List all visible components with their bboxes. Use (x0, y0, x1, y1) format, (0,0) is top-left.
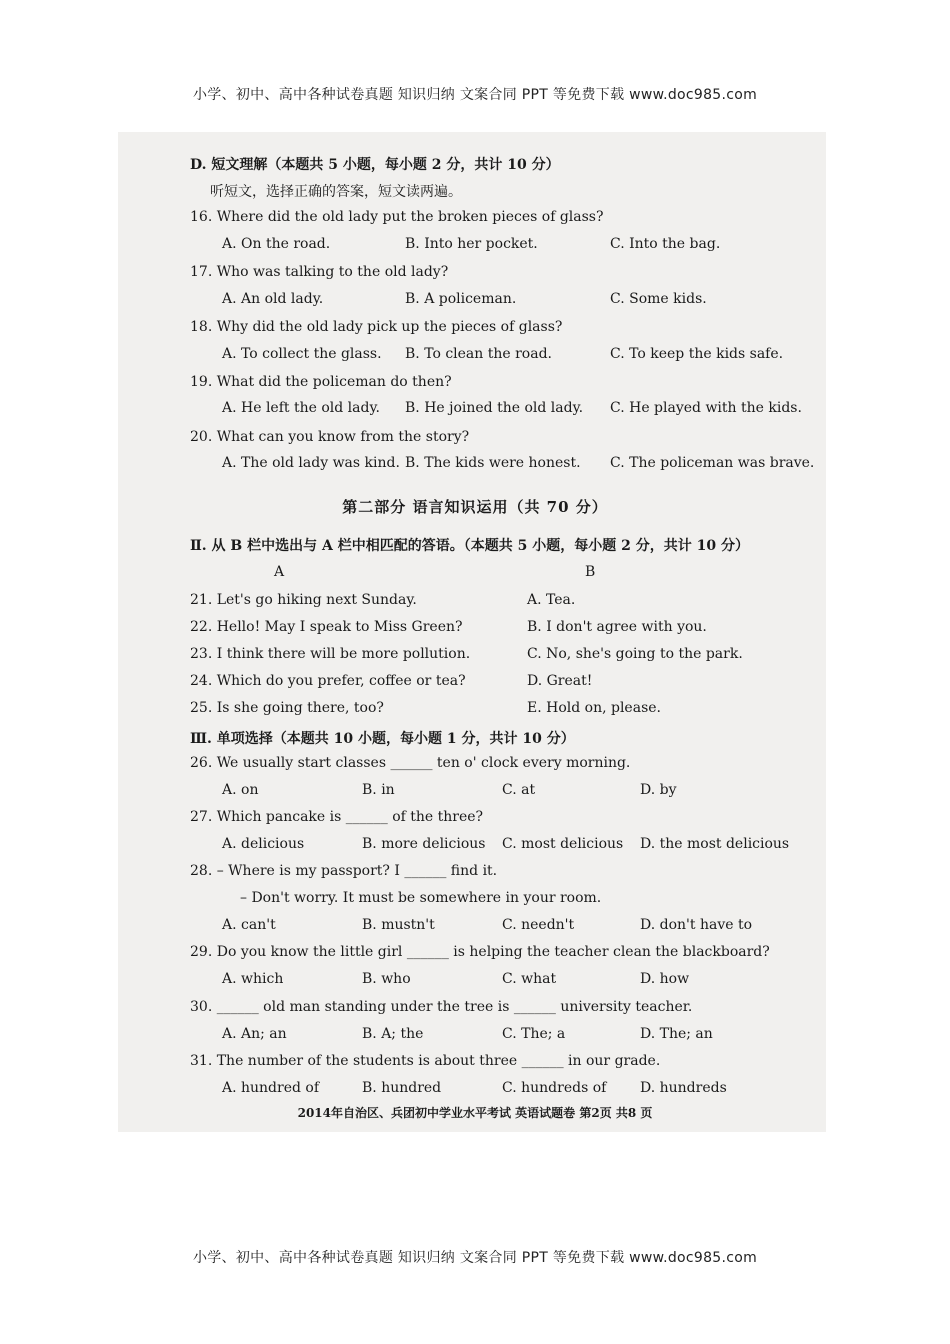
section-iii-heading: Ⅲ. 单项选择（本题共 10 小题，每小题 1 分，共计 10 分） (190, 731, 575, 747)
q18-option-c: C. To keep the kids safe. (610, 346, 784, 362)
part-two-title: 第二部分 语言知识运用（共 70 分） (342, 498, 608, 516)
q29-option-c: C. what (502, 971, 557, 987)
match-row-23-b: C. No, she's going to the park. (527, 646, 743, 662)
q20-option-b: B. The kids were honest. (405, 455, 581, 471)
question-17: 17. Who was talking to the old lady? (190, 264, 449, 280)
section-d-heading: D. 短文理解（本题共 5 小题，每小题 2 分，共计 10 分） (190, 157, 560, 173)
q27-option-a: A. delicious (222, 836, 305, 852)
column-b-header: B (585, 564, 596, 580)
match-row-25-b: E. Hold on, please. (527, 700, 661, 716)
q20-option-c: C. The policeman was brave. (610, 455, 815, 471)
q30-option-b: B. A; the (362, 1026, 424, 1042)
question-20: 20. What can you know from the story? (190, 429, 470, 445)
bottom-banner: 小学、初中、高中各种试卷真题 知识归纳 文案合同 PPT 等免费下载 www.doc985.com (192, 1250, 758, 1266)
q28-option-b: B. mustn't (362, 917, 435, 933)
q29-option-a: A. which (222, 971, 284, 987)
q28-option-c: C. needn't (502, 917, 575, 933)
match-row-21-a: 21. Let's go hiking next Sunday. (190, 592, 417, 608)
q30-option-a: A. An; an (222, 1026, 287, 1042)
q27-option-c: C. most delicious (502, 836, 624, 852)
q18-option-a: A. To collect the glass. (222, 346, 382, 362)
question-31: 31. The number of the students is about three ______ in our grade. (190, 1053, 661, 1069)
question-28: 28. – Where is my passport? I ______ find it. (190, 863, 498, 879)
q17-option-b: B. A policeman. (405, 291, 517, 307)
match-row-24-a: 24. Which do you prefer, coffee or tea? (190, 673, 466, 689)
question-27: 27. Which pancake is ______ of the three? (190, 809, 484, 825)
q31-option-c: C. hundreds of (502, 1080, 607, 1096)
question-30: 30. ______ old man standing under the tree is ______ university teacher. (190, 999, 693, 1015)
q16-option-b: B. Into her pocket. (405, 236, 538, 252)
q30-option-d: D. The; an (640, 1026, 713, 1042)
q16-option-a: A. On the road. (222, 236, 331, 252)
q31-option-d: D. hundreds (640, 1080, 727, 1096)
q27-option-d: D. the most delicious (640, 836, 790, 852)
section-ii-heading: Ⅱ. 从 B 栏中选出与 A 栏中相匹配的答语。（本题共 5 小题，每小题 2 分，共计 10 分） (190, 538, 749, 554)
q26-option-b: B. in (362, 782, 395, 798)
question-16: 16. Where did the old lady put the broken pieces of glass? (190, 209, 604, 225)
q31-option-b: B. hundred (362, 1080, 442, 1096)
match-row-21-b: A. Tea. (527, 592, 576, 608)
q27-option-b: B. more delicious (362, 836, 486, 852)
q26-option-c: C. at (502, 782, 536, 798)
q16-option-c: C. Into the bag. (610, 236, 721, 252)
match-row-23-a: 23. I think there will be more pollution. (190, 646, 471, 662)
page-footer: 2014年自治区、兵团初中学业水平考试 英语试题卷 第2页 共8 页 (297, 1106, 653, 1120)
q20-option-a: A. The old lady was kind. (222, 455, 400, 471)
match-row-24-b: D. Great! (527, 673, 593, 689)
section-d-instruction: 听短文，选择正确的答案，短文读两遍。 (210, 184, 462, 200)
q29-option-b: B. who (362, 971, 411, 987)
q19-option-b: B. He joined the old lady. (405, 400, 584, 416)
match-row-22-b: B. I don't agree with you. (527, 619, 707, 635)
q26-option-d: D. by (640, 782, 677, 798)
q31-option-a: A. hundred of (222, 1080, 320, 1096)
column-a-header: A (274, 564, 285, 580)
q28-reply-line: – Don't worry. It must be somewhere in your room. (240, 890, 602, 906)
q17-option-c: C. Some kids. (610, 291, 707, 307)
question-18: 18. Why did the old lady pick up the pieces of glass? (190, 319, 563, 335)
q30-option-c: C. The; a (502, 1026, 566, 1042)
question-29: 29. Do you know the little girl ______ is helping the teacher clean the blackboard? (190, 944, 770, 960)
question-26: 26. We usually start classes ______ ten o' clock every morning. (190, 755, 631, 771)
top-banner: 小学、初中、高中各种试卷真题 知识归纳 文案合同 PPT 等免费下载 www.doc985.com (192, 87, 758, 103)
q17-option-a: A. An old lady. (222, 291, 324, 307)
match-row-22-a: 22. Hello! May I speak to Miss Green? (190, 619, 463, 635)
q28-option-a: A. can't (222, 917, 276, 933)
q19-option-c: C. He played with the kids. (610, 400, 802, 416)
q18-option-b: B. To clean the road. (405, 346, 552, 362)
question-19: 19. What did the policeman do then? (190, 374, 452, 390)
q29-option-d: D. how (640, 971, 690, 987)
match-row-25-a: 25. Is she going there, too? (190, 700, 384, 716)
q28-option-d: D. don't have to (640, 917, 753, 933)
q19-option-a: A. He left the old lady. (222, 400, 380, 416)
q26-option-a: A. on (222, 782, 259, 798)
